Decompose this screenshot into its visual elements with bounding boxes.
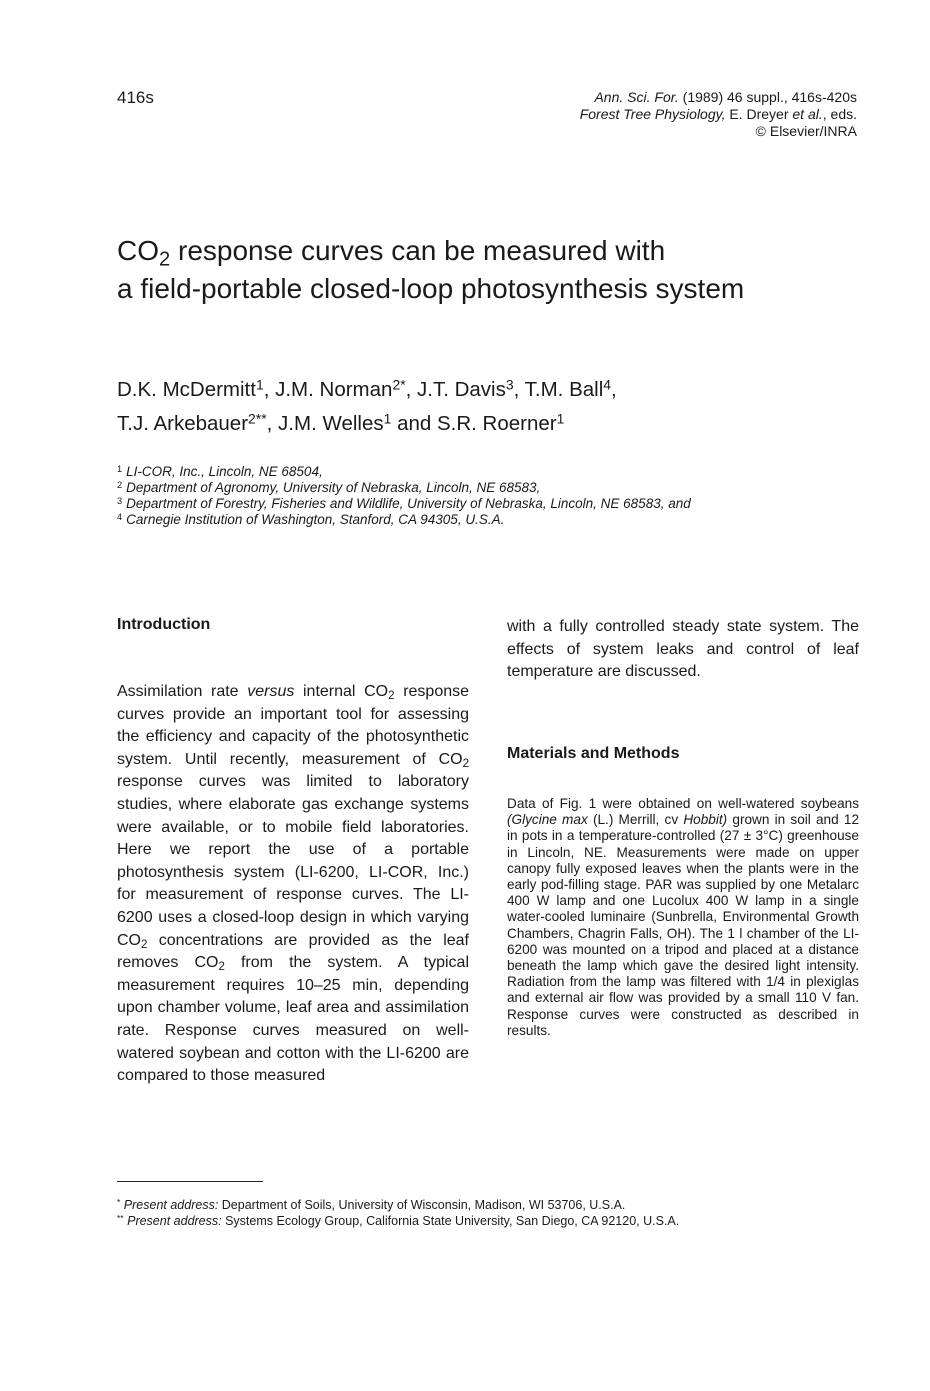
copyright-line: © Elsevier/INRA: [755, 123, 857, 139]
footnote-2: ** Present address: Systems Ecology Group, California State University, San Diego, CA 92120, U.S.A.: [117, 1213, 680, 1228]
affiliation-2: $^2$ Department of Agronomy, University of Nebraska, Lincoln, NE 68583,: [117, 479, 541, 495]
journal-citation: [580, 89, 857, 140]
methods-heading: Materials and Methods: [507, 745, 680, 762]
affiliation-1: $^1$ LI-COR, Inc., Lincoln, NE 68504,: [117, 463, 323, 479]
affiliation-4: $^4$ Carnegie Institution of Washington, Stanford, CA 94305, U.S.A.: [117, 511, 505, 527]
affiliation-3: $^3$ Department of Forestry, Fisheries and Wildlife, University of Nebraska, Lincoln, NE 68583, and: [117, 495, 691, 511]
footnotes: [117, 1197, 679, 1229]
methods-paragraph: Data of Fig. 1 were obtained on well-watered soybeans (Glycine max (L.) Merrill, cv Hobbit) grown in soil and 12 in pots in a temperature-controlled (27 ± 3°C) greenhouse in Lincoln, NE. Measurements were made on upper canopy fully exposed leaves when the plants were in the early pod-filling stage. PAR was supplied by one Metalarc 400 W lamp and one Lucolux 400 W lamp in a single water-cooled luminaire (Sunbrella, Environmental Growth Chambers, Chagrin Falls, OH). The 1 l chamber of the LI-6200 was mounted on a tripod and placed at a distance beneath the lamp which gave the desired light intensity. Radiation from the lamp was filtered with 1/4 in plexiglas and external air flow was provided by a small 110 V fan. Response curves were constructed as described in results.: [507, 796, 860, 1038]
introduction-paragraph: Assimilation rate versus internal $CO_2$ response curves provide an important tool for assessing the efficiency and capacity of the photosynthetic system. Until recently, measurement of $CO_2$ response curves was limited to laboratory studies, where elaborate gas exchange systems were available, or to mobile field laboratories. Here we report the use of a portable photosynthesis system (LI-6200, LI-COR, Inc.) for measurement of response curves. The LI-6200 uses a closed-loop design in which varying $CO_2$ concentrations are provided as the leaf removes $CO_2$ from the system. A typical measurement requires 10–25 min, depending upon chamber volume, leaf area and assimilation rate. Response curves measured on well-watered soybean and cotton with the LI-6200 are compared to those measured: [117, 683, 470, 1085]
author-list: D.K. McDermitt$^1$, J.M. Norman$^{2*}$, J.T. Davis$^3$, T.M. Ball$^4$, T.J. Arkebauer$^{2**}$, J.M. Welles$^1$ and S.R. Roerner$^1$: [117, 376, 617, 435]
footnote-1: * Present address: Department of Soils, University of Wisconsin, Madison, WI 53706, U.S.A.: [117, 1197, 626, 1212]
introduction-continuation: with a fully controlled steady state system. The effects of system leaks and control of leaf temperature are discussed.: [507, 618, 859, 681]
paper-title: $CO_2$ response curves can be measured with a field-portable closed-loop photosynthesis system: [117, 235, 745, 304]
affiliations: [117, 464, 857, 528]
footnote-rule: [117, 1181, 263, 1182]
journal-line-1: Ann. Sci. For. (1989) 46 suppl., 416s-420s: [594, 89, 857, 105]
journal-line-2: Forest Tree Physiology, E. Dreyer et al., eds.: [579, 106, 857, 122]
introduction-heading: Introduction: [117, 616, 211, 633]
page-number: 416s: [117, 88, 154, 107]
